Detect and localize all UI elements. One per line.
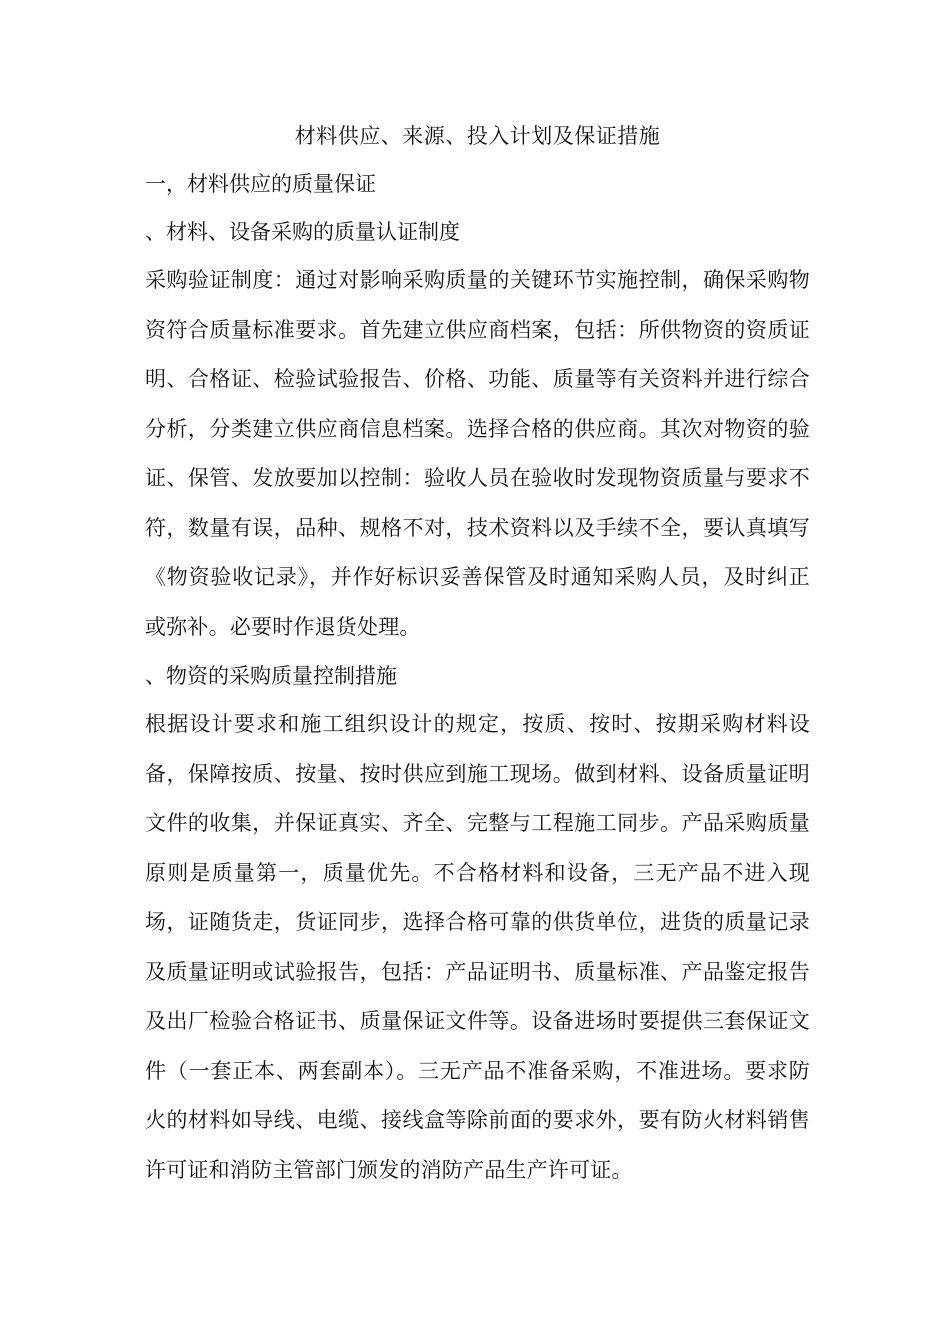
subsection-heading-certification: 、材料、设备采购的质量认证制度 — [145, 220, 460, 244]
subsection-heading-quality-control: 、物资的采购质量控制措施 — [145, 664, 397, 688]
section-heading: 一，材料供应的质量保证 — [145, 172, 376, 196]
paragraph-quality-control: 根据设计要求和施工组织设计的规定，按质、按时、按期采购材料设备，保障按质、按量、按时供应到施工现场。做到材料、设备质量证明文件的收集，并保证真实、齐全、完整与工程施工同步。产品采购质量原则是质量第一，质量优先。不合格材料和设备，三无产品不进入现场，证随货走，货证同步，选择合格可靠的供货单位，进货的质量记录及质量证明或试验报告，包括：产品证明书、质量标准、产品鉴定报告及出厂检验合格证书、质量保证文件等。设备进场时要提供三套保证文件（一套正本、两套副本）。三无产品不准备采购，不准进场。要求防火的材料如导线、电缆、接线盒等除前面的要求外，要有防火材料销售许可证和消防主管部门颁发的消防产品生产许可证。 — [145, 712, 810, 1182]
document-content — [145, 112, 810, 1195]
paragraph-certification: 采购验证制度：通过对影响采购质量的关键环节实施控制，确保采购物资符合质量标准要求。首先建立供应商档案，包括：所供物资的资质证明、合格证、检验试验报告、价格、功能、质量等有关资料并进行综合分析，分类建立供应商信息档案。选择合格的供应商。其次对物资的验证、保管、发放要加以控制：验收人员在验收时发现物资质量与要求不符，数量有误，品种、规格不对，技术资料以及手续不全，要认真填写《物资验收记录》，并作好标识妥善保管及时通知采购人员，及时纠正或弥补。必要时作退货处理。 — [145, 268, 810, 639]
document-title: 材料供应、来源、投入计划及保证措施 — [294, 124, 661, 148]
